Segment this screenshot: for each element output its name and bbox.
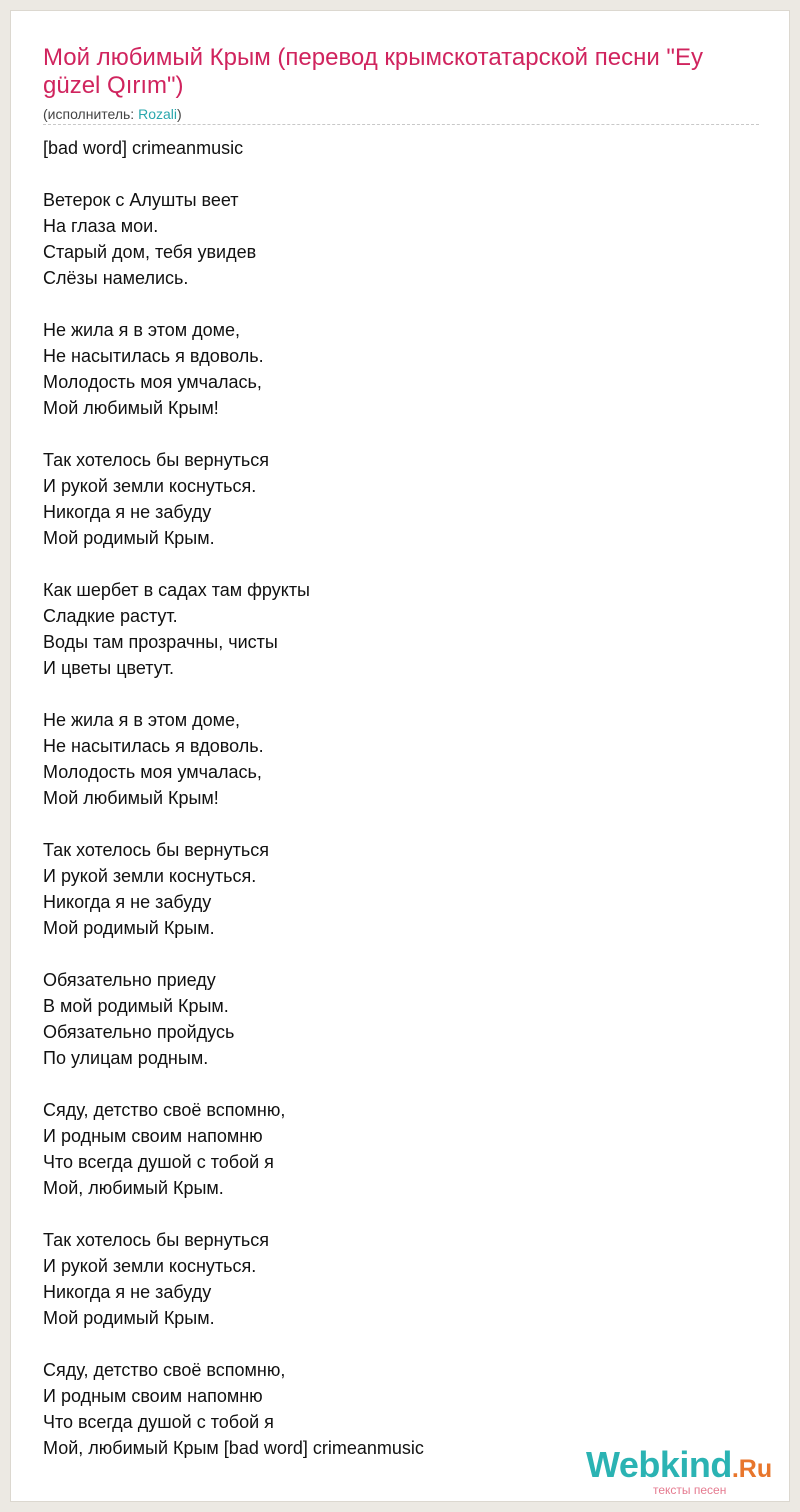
lyrics-stanza bbox=[43, 317, 763, 421]
song-title: Мой любимый Крым (перевод крымскотатарской песни "Ey güzel Qırım") bbox=[43, 44, 703, 99]
lyrics-stanza bbox=[43, 577, 763, 681]
lyrics-line: Молодость моя умчалась, bbox=[43, 372, 262, 392]
lyrics-line: Никогда я не забуду bbox=[43, 1282, 212, 1302]
lyrics-line: Никогда я не забуду bbox=[43, 892, 212, 912]
lyrics-line: Мой любимый Крым! bbox=[43, 788, 219, 808]
lyrics-line: И рукой земли коснуться. bbox=[43, 476, 257, 496]
lyrics-line: Не жила я в этом доме, bbox=[43, 710, 241, 730]
lyrics-stanza bbox=[43, 837, 763, 941]
lyrics-line: Сяду, детство своё вспомню, bbox=[43, 1360, 286, 1380]
lyrics-line: Воды там прозрачны, чисты bbox=[43, 632, 278, 652]
lyrics-line: Не насытилась я вдоволь. bbox=[43, 736, 264, 756]
lyrics-line: Мой родимый Крым. bbox=[43, 918, 215, 938]
title-divider bbox=[43, 124, 759, 125]
lyrics-line: И родным своим напомню bbox=[43, 1126, 263, 1146]
lyrics-line: Слёзы намелись. bbox=[43, 268, 189, 288]
lyrics-line: И цветы цветут. bbox=[43, 658, 174, 678]
lyrics-line: Не насытилась я вдоволь. bbox=[43, 346, 264, 366]
lyrics-line: Так хотелось бы вернуться bbox=[43, 1230, 269, 1250]
lyrics-line: Что всегда душой с тобой я bbox=[43, 1412, 274, 1432]
lyrics-line: Мой, любимый Крым [bad word] crimeanmusic bbox=[43, 1438, 424, 1458]
lyrics-line: [bad word] crimeanmusic bbox=[43, 138, 244, 158]
lyrics-line: Мой, любимый Крым. bbox=[43, 1178, 224, 1198]
lyrics-line: В мой родимый Крым. bbox=[43, 996, 229, 1016]
logo-brand: Webkind bbox=[586, 1444, 732, 1485]
lyrics-line: И родным своим напомню bbox=[43, 1386, 263, 1406]
lyrics-stanza bbox=[43, 1097, 763, 1201]
performer-suffix: ) bbox=[177, 106, 182, 122]
lyrics-line: И рукой земли коснуться. bbox=[43, 1256, 257, 1276]
lyrics-line: Так хотелось бы вернуться bbox=[43, 450, 269, 470]
lyrics-line: Обязательно пройдусь bbox=[43, 1022, 235, 1042]
lyrics-line: Мой любимый Крым! bbox=[43, 398, 219, 418]
performer-line bbox=[43, 105, 182, 123]
lyrics-stanza bbox=[43, 187, 763, 291]
site-logo[interactable] bbox=[586, 1443, 786, 1499]
lyrics-line: На глаза мои. bbox=[43, 216, 159, 236]
lyrics-line: Старый дом, тебя увидев bbox=[43, 242, 257, 262]
lyrics-line: Не жила я в этом доме, bbox=[43, 320, 241, 340]
lyrics-line: Ветерок с Алушты веет bbox=[43, 190, 239, 210]
lyrics-line: По улицам родным. bbox=[43, 1048, 209, 1068]
lyrics-line: И рукой земли коснуться. bbox=[43, 866, 257, 886]
logo-tagline: тексты песен bbox=[653, 1483, 727, 1497]
artist-link[interactable]: Rozali bbox=[138, 106, 177, 122]
page-sheet bbox=[10, 10, 790, 1502]
lyrics-line: Так хотелось бы вернуться bbox=[43, 840, 269, 860]
lyrics-stanza bbox=[43, 967, 763, 1071]
lyrics-line: Обязательно приеду bbox=[43, 970, 216, 990]
lyrics-line: Мой родимый Крым. bbox=[43, 1308, 215, 1328]
lyrics-line: Никогда я не забуду bbox=[43, 502, 212, 522]
lyrics-line: Мой родимый Крым. bbox=[43, 528, 215, 548]
lyrics-line: Как шербет в садах там фрукты bbox=[43, 580, 310, 600]
lyrics-text bbox=[43, 135, 763, 1461]
logo-tld: .Ru bbox=[731, 1455, 773, 1483]
lyrics-stanza bbox=[43, 1227, 763, 1331]
lyrics-line: Сладкие растут. bbox=[43, 606, 178, 626]
lyrics-line: Молодость моя умчалась, bbox=[43, 762, 262, 782]
performer-prefix: (исполнитель: bbox=[43, 106, 139, 122]
lyrics-line: Что всегда душой с тобой я bbox=[43, 1152, 274, 1172]
lyrics-stanza bbox=[43, 135, 763, 161]
lyrics-line: Сяду, детство своё вспомню, bbox=[43, 1100, 286, 1120]
lyrics-stanza bbox=[43, 707, 763, 811]
lyrics-stanza bbox=[43, 447, 763, 551]
